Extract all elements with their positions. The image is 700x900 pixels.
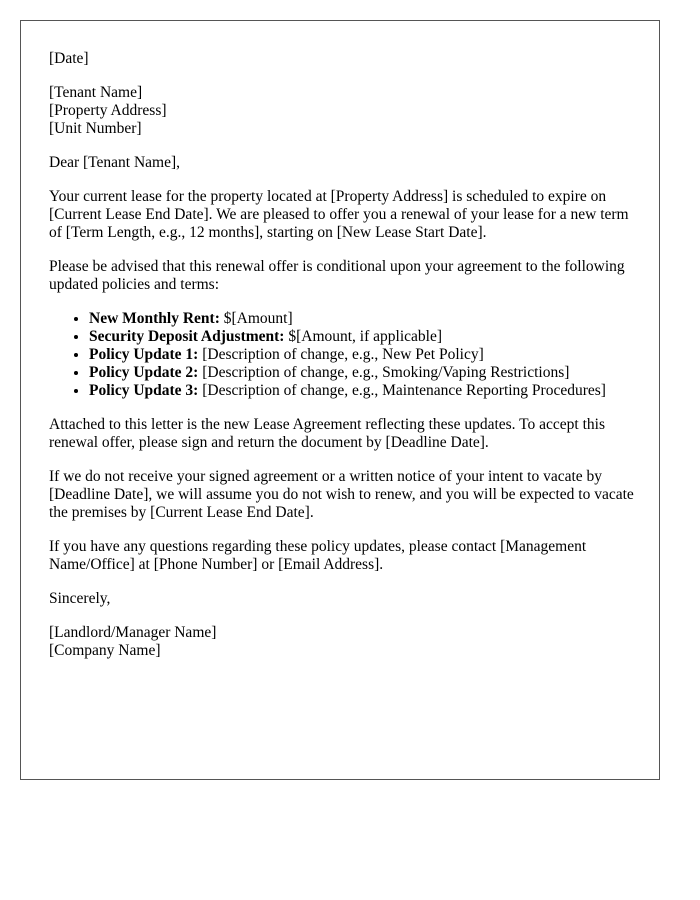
term-value: [Description of change, e.g., New Pet Policy] [198, 346, 484, 363]
closing: Sincerely, [49, 590, 111, 607]
list-item [89, 364, 639, 382]
list-item [89, 328, 639, 346]
letter-date: [Date] [49, 50, 89, 67]
term-label: Policy Update 2: [89, 364, 199, 381]
signature-name: [Landlord/Manager Name] [49, 624, 217, 641]
term-label: New Monthly Rent: [89, 310, 220, 327]
term-label: Policy Update 1: [89, 346, 199, 363]
salutation: Dear [Tenant Name], [49, 154, 181, 171]
list-item [89, 310, 639, 328]
recipient-name: [Tenant Name] [49, 84, 143, 101]
signature-company: [Company Name] [49, 642, 161, 659]
paragraph-conditions: Please be advised that this renewal offer is conditional upon your agreement to the following updated policies and terms: [49, 258, 625, 293]
paragraph-contact: If you have any questions regarding these policy updates, please contact [Management Name/Office] at [Phone Number] or [Email Address]. [49, 538, 587, 573]
terms-list [49, 310, 639, 400]
list-item [89, 382, 639, 400]
signature-block [49, 624, 639, 660]
list-item [89, 346, 639, 364]
letter-page [20, 20, 660, 780]
term-value: [Description of change, e.g., Smoking/Vaping Restrictions] [198, 364, 570, 381]
recipient-block [49, 84, 639, 138]
paragraph-attachment: Attached to this letter is the new Lease Agreement reflecting these updates. To accept this renewal offer, please sign and return the document by [Deadline Date]. [49, 416, 606, 451]
term-value: [Description of change, e.g., Maintenance Reporting Procedures] [198, 382, 606, 399]
term-label: Policy Update 3: [89, 382, 199, 399]
term-value: $[Amount] [219, 310, 293, 327]
term-label: Security Deposit Adjustment: [89, 328, 285, 345]
letter-content [49, 50, 639, 676]
recipient-address: [Property Address] [49, 102, 167, 119]
paragraph-notice: If we do not receive your signed agreement or a written notice of your intent to vacate by [Deadline Date], we will assume you do not wish to renew, and you will be expected to vacate the premises by [Current Lease End Date]. [49, 468, 634, 521]
term-value: $[Amount, if applicable] [284, 328, 443, 345]
recipient-unit: [Unit Number] [49, 120, 142, 137]
paragraph-lease-expiry: Your current lease for the property located at [Property Address] is scheduled to expire on [Current Lease End Date]. We are pleased to offer you a renewal of your lease for a new term of [Term Length, e.g., 12 months], starting on [New Lease Start Date]. [49, 188, 629, 241]
